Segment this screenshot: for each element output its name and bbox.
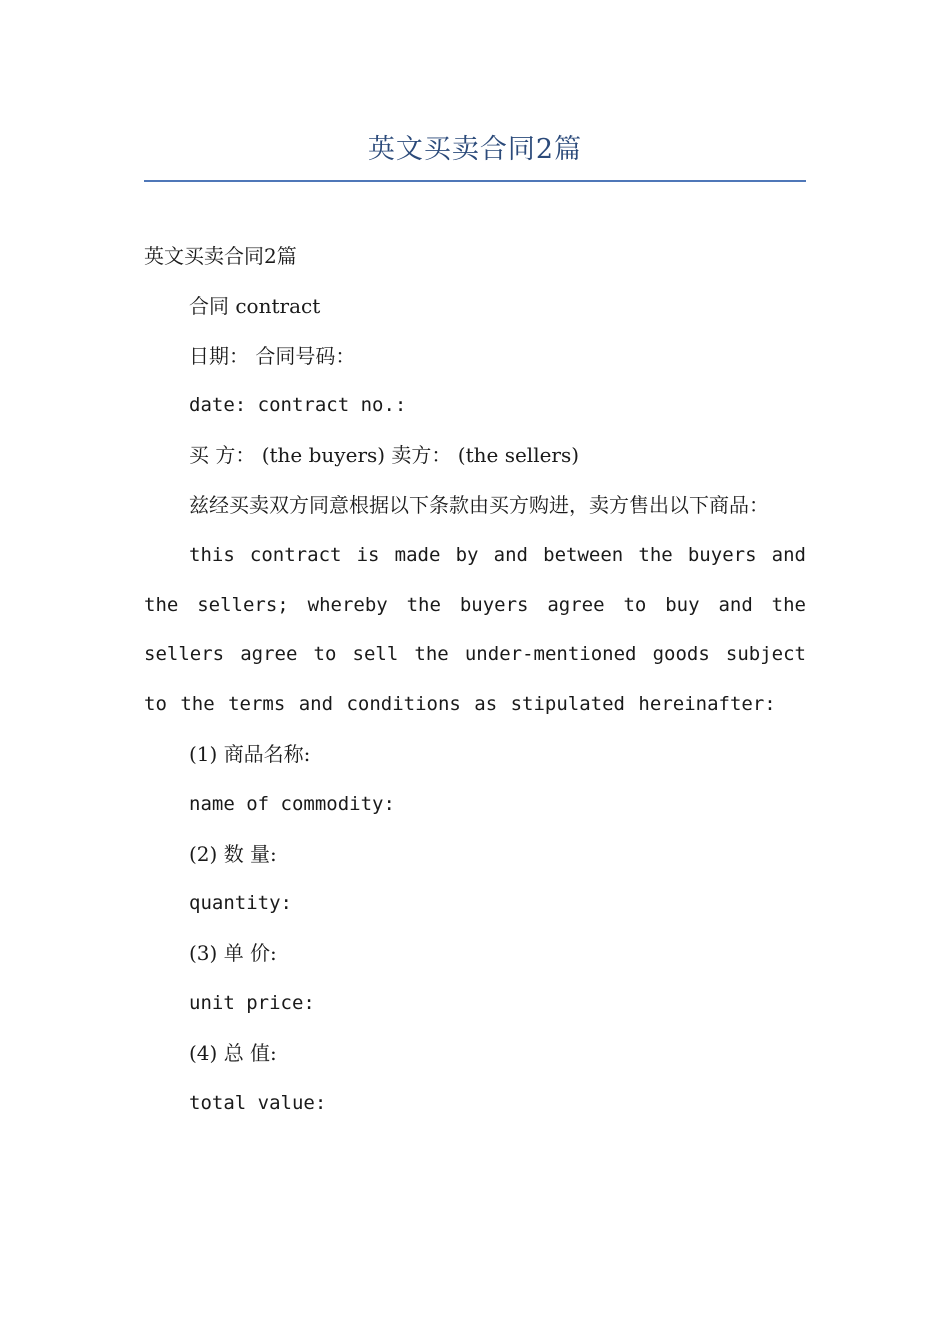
parties-line: 买 方： (the buyers) 卖方： (the sellers) (189, 443, 580, 468)
item-2-cn: (2) 数 量: (189, 841, 277, 866)
item-1-en: name of commodity: (189, 792, 395, 815)
date-line-cn: 日期： 合同号码： (189, 343, 356, 368)
item-1-cn: (1) 商品名称: (189, 741, 311, 766)
item-4-en: total value: (189, 1091, 327, 1114)
intro-paragraph-cn: 兹经买卖双方同意根据以下条款由买方购进，卖方售出以下商品： (189, 492, 769, 517)
item-3-cn: (3) 单 价: (189, 941, 277, 966)
contract-heading: 合同 contract (189, 293, 321, 318)
title-underline (144, 180, 806, 182)
document-body (144, 232, 806, 1128)
intro-paragraph-en: this contract is made by and between the buyers and the sellers; whereby the buyers agree to buy and the sellers agree to sell the under-mentioned goods subject to the terms and conditions as stipulated hereinafter: (144, 543, 806, 716)
document-subtitle: 英文买卖合同2篇 (144, 244, 297, 268)
date-line-en: date: contract no.: (189, 394, 407, 417)
item-2-en: quantity: (189, 892, 292, 915)
item-3-en: unit price: (189, 991, 315, 1014)
document-title: 英文买卖合同2篇 (367, 134, 583, 165)
item-4-cn: (4) 总 值: (189, 1040, 277, 1065)
